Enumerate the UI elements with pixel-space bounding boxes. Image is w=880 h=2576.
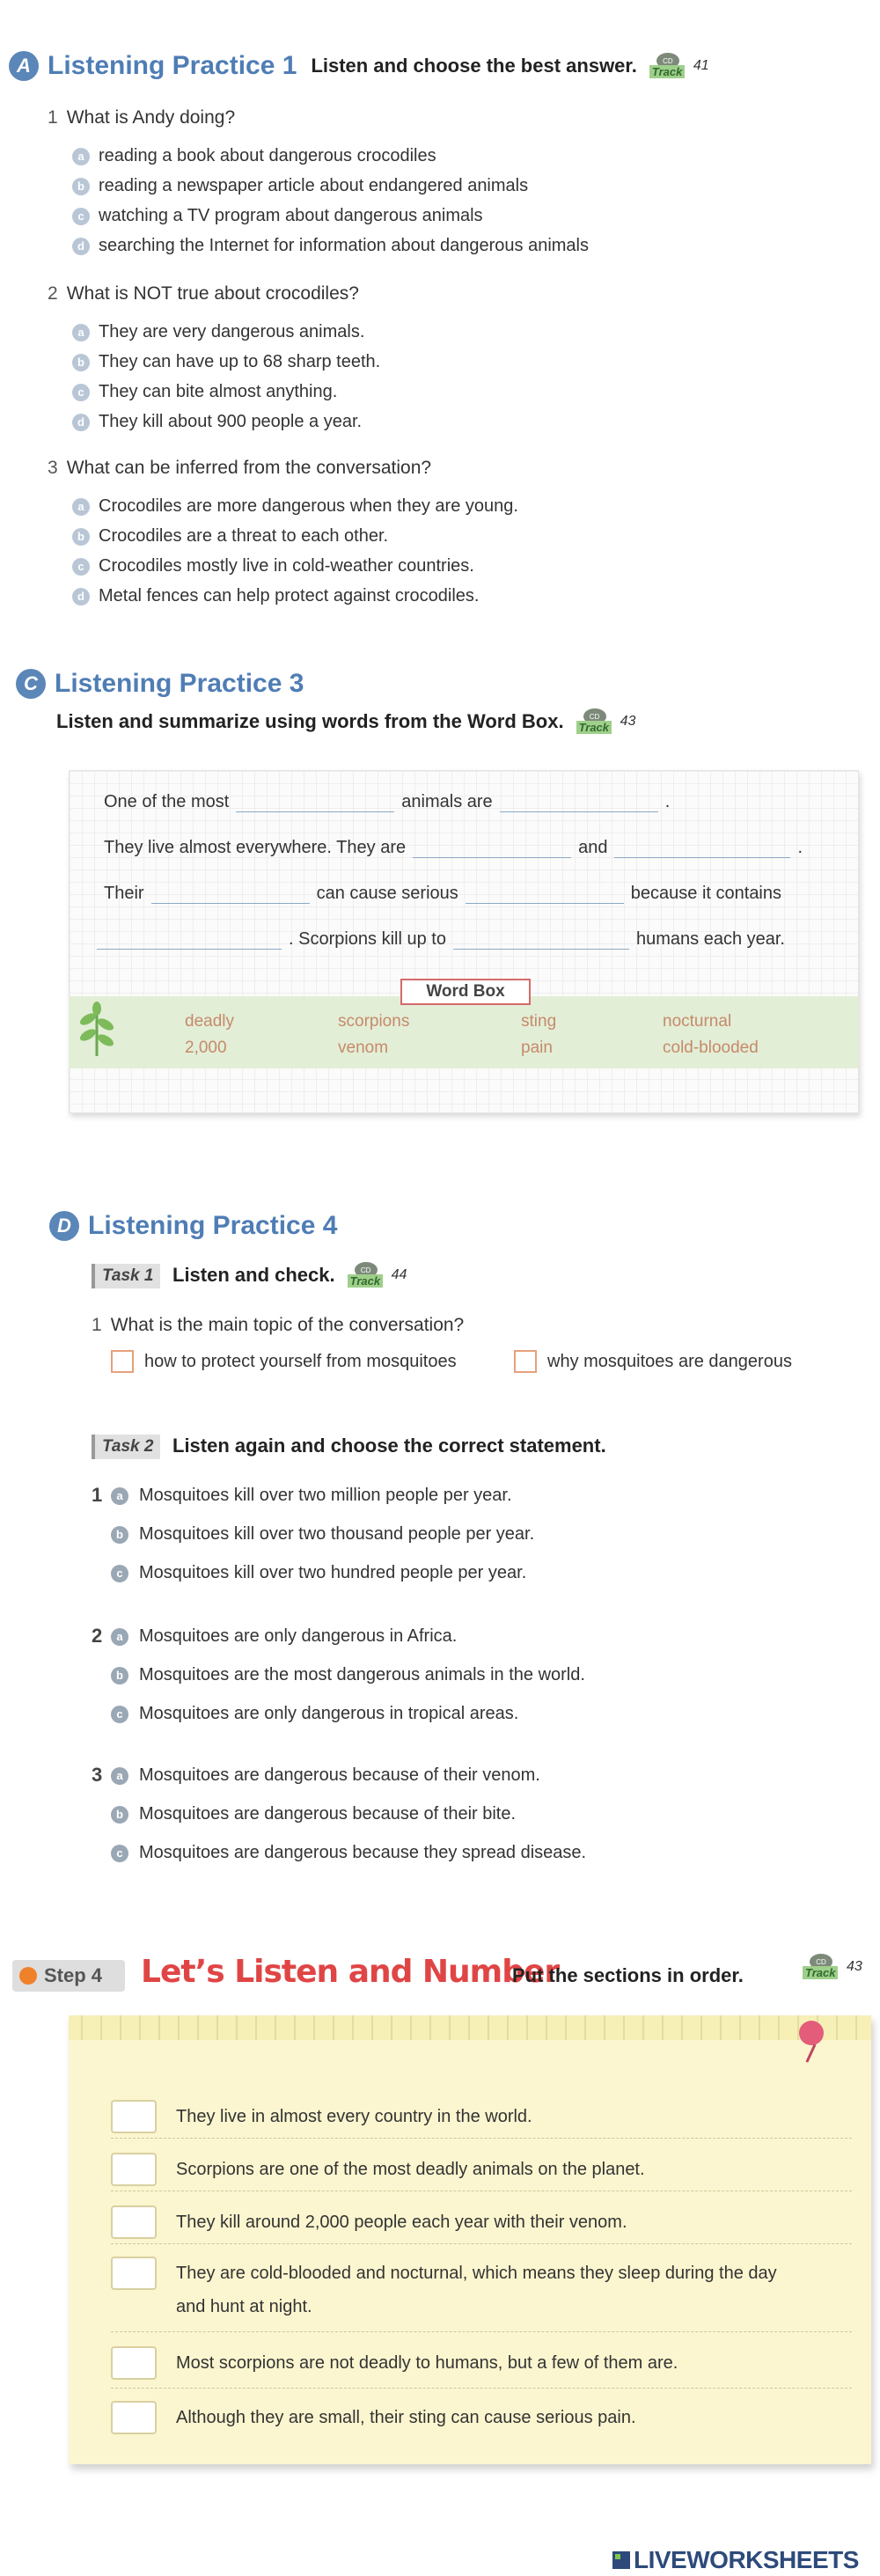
- task-2-q1-option-c[interactable]: c Mosquitoes kill over two hundred people per year.: [111, 1563, 526, 1583]
- task-1-option-1[interactable]: how to protect yourself from mosquitoes: [111, 1350, 457, 1373]
- option-bullet: a: [72, 324, 90, 341]
- order-row-5: Most scorpions are not deadly to humans, but a few of them are.: [111, 2337, 852, 2389]
- option-bullet: a: [72, 148, 90, 165]
- pushpin-icon: [799, 2021, 824, 2045]
- track-43-badge[interactable]: CD Track 43: [576, 708, 636, 735]
- cd-icon: CD: [355, 1262, 378, 1278]
- word-2000: 2,000: [185, 1038, 227, 1057]
- option-bullet: d: [72, 238, 90, 255]
- task-1-instruction-row: [172, 1262, 407, 1288]
- q2-option-d[interactable]: d They kill about 900 people a year.: [72, 412, 362, 432]
- option-bullet: c: [72, 384, 90, 401]
- order-input-6[interactable]: [111, 2401, 157, 2434]
- order-input-4[interactable]: [111, 2257, 157, 2290]
- task-2-q1-option-a[interactable]: a Mosquitoes kill over two million people per year.: [111, 1486, 512, 1506]
- word-venom: venom: [338, 1038, 389, 1057]
- summary-line-2: They live almost everywhere. They are and .: [104, 838, 803, 857]
- note-spiral: [69, 2015, 871, 2040]
- order-row-6: Although they are small, their sting can cause serious pain.: [111, 2392, 852, 2443]
- order-input-3[interactable]: [111, 2205, 157, 2239]
- blank-3[interactable]: [413, 839, 571, 858]
- option-bullet: a: [111, 1628, 128, 1646]
- cd-icon: CD: [583, 708, 606, 724]
- word-cold-blooded: cold-blooded: [663, 1038, 759, 1057]
- task-2-q3-option-a[interactable]: a Mosquitoes are dangerous because of their venom.: [111, 1765, 540, 1786]
- option-bullet: a: [111, 1487, 128, 1505]
- task-1-instruction: Listen and check.: [172, 1264, 335, 1286]
- word-box-title: Word Box: [400, 979, 531, 1005]
- leaf-icon: [77, 1002, 116, 1058]
- question-1: 1 What is Andy doing?: [48, 107, 236, 128]
- step-4-badge: Step 4: [12, 1960, 125, 1992]
- step-4-instruction: Put the sections in order.: [512, 1964, 744, 1986]
- option-bullet: b: [72, 354, 90, 371]
- lightbulb-icon: [19, 1967, 37, 1985]
- option-bullet: d: [72, 588, 90, 605]
- track-41-badge[interactable]: CD Track 41: [649, 53, 709, 79]
- summary-line-1: One of the most animals are .: [104, 792, 671, 811]
- checkbox[interactable]: [514, 1350, 537, 1373]
- task-2-instruction: Listen again and choose the correct statement.: [172, 1435, 606, 1457]
- track-43-step-badge[interactable]: CD Track 43: [803, 1954, 862, 1980]
- section-letter-a: A: [9, 51, 39, 81]
- q1-option-b[interactable]: b reading a newspaper article about endangered animals: [72, 176, 528, 196]
- liveworksheets-icon: [612, 2551, 630, 2569]
- option-bullet: c: [111, 1565, 128, 1582]
- order-row-2: Scorpions are one of the most deadly animals on the planet.: [111, 2147, 852, 2191]
- cd-icon: CD: [810, 1954, 832, 1970]
- practice-1-instruction: Listen and choose the best answer.: [311, 55, 637, 77]
- practice-3-instruction-row: [56, 708, 635, 735]
- task-1-question: 1 What is the main topic of the conversation?: [92, 1315, 465, 1335]
- blank-8[interactable]: [453, 930, 629, 950]
- task-2-question-1-number: 1: [92, 1484, 103, 1506]
- q2-option-a[interactable]: a They are very dangerous animals.: [72, 322, 364, 342]
- word-nocturnal: nocturnal: [663, 1012, 732, 1031]
- practice-4-header: [49, 1211, 337, 1241]
- track-44-badge[interactable]: CD Track 44: [348, 1262, 407, 1288]
- blank-7[interactable]: [97, 930, 282, 950]
- q3-option-b[interactable]: b Crocodiles are a threat to each other.: [72, 526, 388, 547]
- q3-option-a[interactable]: a Crocodiles are more dangerous when they are young.: [72, 496, 518, 517]
- word-sting: sting: [521, 1012, 557, 1031]
- task-2-q3-option-b[interactable]: b Mosquitoes are dangerous because of their bite.: [111, 1804, 516, 1824]
- step-4-title: Let’s Listen and Number: [141, 1954, 560, 1990]
- summary-line-3: Their can cause serious because it contains: [104, 884, 782, 903]
- option-bullet: a: [111, 1767, 128, 1785]
- task-2-q3-option-c[interactable]: c Mosquitoes are dangerous because they spread disease.: [111, 1843, 586, 1863]
- task-2-question-2-number: 2: [92, 1625, 103, 1647]
- word-scorpions: scorpions: [338, 1012, 410, 1031]
- order-input-5[interactable]: [111, 2346, 157, 2380]
- option-bullet: b: [72, 178, 90, 195]
- option-bullet: d: [72, 414, 90, 431]
- blank-2[interactable]: [500, 793, 658, 812]
- word-pain: pain: [521, 1038, 553, 1057]
- cd-icon: CD: [656, 53, 679, 69]
- task-2-tag: Task 2: [92, 1435, 160, 1459]
- option-bullet: b: [72, 528, 90, 546]
- task-2-q2-option-c[interactable]: c Mosquitoes are only dangerous in tropical areas.: [111, 1704, 518, 1724]
- option-bullet: b: [111, 1526, 128, 1544]
- practice-1-header: [9, 51, 709, 81]
- task-2-question-3-number: 3: [92, 1764, 103, 1786]
- blank-5[interactable]: [151, 884, 310, 904]
- q3-option-c[interactable]: c Crocodiles mostly live in cold-weather countries.: [72, 556, 474, 576]
- practice-3-header: [16, 669, 304, 699]
- summary-line-4: . Scorpions kill up to humans each year.: [97, 929, 785, 950]
- q1-option-a[interactable]: a reading a book about dangerous crocodiles: [72, 146, 436, 166]
- task-2-q2-option-b[interactable]: b Mosquitoes are the most dangerous animals in the world.: [111, 1665, 585, 1685]
- practice-1-title: Listening Practice 1: [48, 51, 297, 80]
- q2-option-c[interactable]: c They can bite almost anything.: [72, 382, 337, 402]
- order-input-2[interactable]: [111, 2153, 157, 2186]
- section-letter-d: D: [49, 1211, 79, 1241]
- option-bullet: c: [111, 1706, 128, 1723]
- section-letter-c: C: [16, 669, 46, 699]
- order-row-3: They kill around 2,000 people each year with their venom.: [111, 2200, 852, 2244]
- q1-option-d[interactable]: d searching the Internet for information about dangerous animals: [72, 236, 589, 256]
- order-input-1[interactable]: [111, 2100, 157, 2133]
- task-1-tag: Task 1: [92, 1264, 160, 1288]
- question-2: 2 What is NOT true about crocodiles?: [48, 283, 359, 304]
- option-bullet: b: [111, 1667, 128, 1684]
- task-2-q2-option-a[interactable]: a Mosquitoes are only dangerous in Africa.: [111, 1626, 457, 1647]
- blank-6[interactable]: [466, 884, 624, 904]
- word-deadly: deadly: [185, 1012, 234, 1031]
- blank-4[interactable]: [614, 839, 790, 858]
- task-1-option-2[interactable]: why mosquitoes are dangerous: [514, 1350, 792, 1373]
- order-row-4: They are cold-blooded and nocturnal, which means they sleep during the day and hunt at night.: [111, 2253, 852, 2332]
- order-row-1: They live in almost every country in the world.: [111, 2095, 852, 2139]
- liveworksheets-logo: LIVEWORKSHEETS: [612, 2546, 859, 2574]
- question-3: 3 What can be inferred from the conversation?: [48, 458, 432, 478]
- q1-option-c[interactable]: c watching a TV program about dangerous animals: [72, 206, 483, 226]
- practice-3-title: Listening Practice 3: [55, 669, 304, 698]
- q2-option-b[interactable]: b They can have up to 68 sharp teeth.: [72, 352, 380, 372]
- option-bullet: c: [72, 208, 90, 225]
- task-2-q1-option-b[interactable]: b Mosquitoes kill over two thousand people per year.: [111, 1524, 534, 1545]
- option-bullet: c: [72, 558, 90, 576]
- checkbox[interactable]: [111, 1350, 134, 1373]
- option-bullet: a: [72, 498, 90, 516]
- option-bullet: c: [111, 1845, 128, 1862]
- practice-4-title: Listening Practice 4: [88, 1211, 338, 1240]
- q3-option-d[interactable]: d Metal fences can help protect against crocodiles.: [72, 586, 479, 606]
- option-bullet: b: [111, 1806, 128, 1824]
- blank-1[interactable]: [236, 793, 394, 812]
- practice-3-instruction: Listen and summarize using words from the Word Box.: [56, 710, 564, 732]
